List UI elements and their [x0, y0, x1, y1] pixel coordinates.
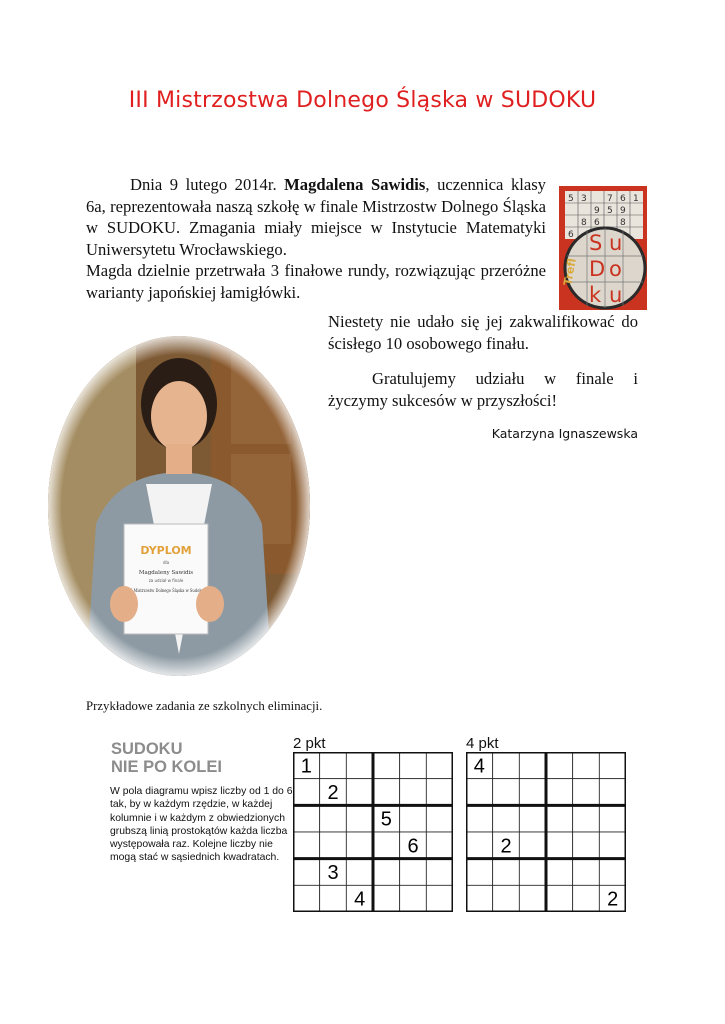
grid-cell[interactable]: [573, 805, 600, 832]
sudoku-logo-image: [559, 186, 647, 310]
logo-digit: 6: [568, 230, 574, 240]
grid-cell[interactable]: [426, 779, 453, 806]
grid-cell[interactable]: [426, 752, 453, 779]
given-digit: 2: [327, 782, 339, 804]
grid-cell[interactable]: [466, 805, 493, 832]
grid-cell[interactable]: [426, 859, 453, 886]
given-digit: 2: [607, 888, 619, 911]
grid-cell[interactable]: [519, 859, 546, 886]
grid-cell[interactable]: [293, 859, 320, 886]
paragraph-2: Magda dzielnie przetrwała 3 finałowe rundy, rozwiązując przeróżne warianty japońskiej łamigłówki.: [86, 261, 546, 302]
logo-letter: u: [609, 283, 623, 307]
logo-digit: 8: [620, 218, 626, 228]
grid-cell[interactable]: [346, 752, 373, 779]
grid-2-points: 4 pkt: [466, 735, 499, 752]
grid-cell[interactable]: [320, 832, 347, 859]
grid-cell[interactable]: [493, 752, 520, 779]
given-digit: 6: [407, 835, 419, 858]
grid-cell[interactable]: [373, 779, 400, 806]
grid-cell[interactable]: [573, 779, 600, 806]
grid-cell[interactable]: [466, 885, 493, 912]
article-intro: [86, 174, 546, 303]
logo-digit: 9: [594, 206, 600, 216]
grid-cell[interactable]: [519, 779, 546, 806]
grid-cell[interactable]: [546, 885, 573, 912]
student-photo-image: [46, 334, 312, 678]
grid-cell[interactable]: [493, 779, 520, 806]
grid-cell[interactable]: [466, 779, 493, 806]
logo-digit: 1: [633, 194, 639, 204]
grid-cell[interactable]: [573, 752, 600, 779]
grid-cell[interactable]: [599, 779, 626, 806]
grid-cell[interactable]: [373, 752, 400, 779]
grid-cell[interactable]: [546, 779, 573, 806]
logo-side-text: Trefl: [561, 257, 579, 287]
student-photo: [46, 334, 312, 678]
given-digit: 4: [354, 888, 366, 911]
logo-letter: D: [589, 257, 606, 281]
logo-digit: 9: [620, 206, 626, 216]
grid-cell[interactable]: [293, 779, 320, 806]
grid-cell[interactable]: [466, 832, 493, 859]
grid-cell[interactable]: [519, 805, 546, 832]
grid-cell[interactable]: [293, 832, 320, 859]
grid-cell[interactable]: [519, 752, 546, 779]
logo-digit: 3: [581, 194, 587, 204]
examples-caption: Przykładowe zadania ze szkolnych eliminacji.: [86, 699, 323, 713]
logo-letter: k: [589, 283, 602, 307]
page-title: III Mistrzostwa Dolnego Śląska w SUDOKU: [128, 88, 597, 113]
grid-cell[interactable]: [546, 832, 573, 859]
grid-cell[interactable]: [346, 805, 373, 832]
grid-cell[interactable]: [599, 832, 626, 859]
grid-cell[interactable]: [426, 832, 453, 859]
grid-cell[interactable]: [599, 752, 626, 779]
grid-cell[interactable]: [320, 752, 347, 779]
given-digit: 3: [327, 862, 339, 884]
grid-cell[interactable]: [346, 832, 373, 859]
grid-cell[interactable]: [320, 805, 347, 832]
grid-cell[interactable]: [400, 859, 427, 886]
logo-digit: 6: [620, 194, 626, 204]
logo-digit: 5: [607, 206, 613, 216]
grid-cell[interactable]: [373, 859, 400, 886]
sudoku-trefl-logo: [559, 186, 647, 310]
grid-cell[interactable]: [493, 859, 520, 886]
given-digit: 1: [300, 755, 312, 778]
paragraph-1-start: Dnia 9 lutego 2014r.: [130, 175, 285, 194]
grid-cell[interactable]: [346, 779, 373, 806]
given-digit: 4: [473, 755, 485, 778]
given-digit: 5: [380, 808, 392, 831]
grid-cell[interactable]: [293, 805, 320, 832]
logo-letter: o: [609, 257, 622, 281]
logo-digit: 8: [581, 218, 587, 228]
grid-cell[interactable]: [546, 805, 573, 832]
author-signature: Katarzyna Ignaszewska: [491, 426, 638, 441]
grid-cell[interactable]: [493, 885, 520, 912]
logo-digit: 6: [594, 218, 600, 228]
puzzle-heading-line-1: SUDOKU: [111, 740, 183, 758]
grid-cell[interactable]: [546, 752, 573, 779]
grid-cell[interactable]: [599, 859, 626, 886]
grid-cell[interactable]: [373, 885, 400, 912]
grid-cell[interactable]: [599, 805, 626, 832]
grid-cell[interactable]: [573, 859, 600, 886]
puzzle-heading-line-2: NIE PO KOLEI: [111, 758, 222, 776]
paragraph-1-rest: , uczennica klasy 6a, reprezentowała naszą szkołę w finale Mistrzostw Dolnego Śląska w SUDOKU. Zmagania miały miejsce w Instytucie Matematyki Uniwersytetu Wrocławskiego.: [86, 175, 546, 259]
sudoku-grid-2: [466, 752, 626, 912]
grid-cell[interactable]: [400, 752, 427, 779]
grid-cell[interactable]: [400, 885, 427, 912]
puzzle-instructions: W pola diagramu wpisz liczby od 1 do 6 tak, by w każdym rzędzie, w każdej kolumnie i w każdym z obwiedzionych grubszą linią prostokątów każda liczba występowała raz. Kolejne liczby nie mogą stać w sąsiednich kwadratach.: [110, 786, 293, 864]
grid-cell[interactable]: [320, 885, 347, 912]
grid-cell[interactable]: [546, 859, 573, 886]
grid-cell[interactable]: [493, 805, 520, 832]
logo-digit: 5: [568, 194, 574, 204]
grid-cell[interactable]: [293, 885, 320, 912]
grid-cell[interactable]: [426, 885, 453, 912]
grid-cell[interactable]: [519, 885, 546, 912]
grid-cell[interactable]: [373, 832, 400, 859]
grid-cell[interactable]: [573, 832, 600, 859]
given-digit: 2: [500, 835, 512, 858]
grid-1-points: 2 pkt: [293, 735, 326, 752]
paragraph-3: Niestety nie udało się jej zakwalifikować do ścisłego 10 osobowego finału.: [328, 312, 638, 353]
paragraph-4: Gratulujemy udziału w finale i życzymy sukcesów w przyszłości!: [328, 369, 638, 410]
logo-digit: 7: [607, 194, 613, 204]
grid-cell[interactable]: [426, 805, 453, 832]
sudoku-grid-1: [293, 752, 453, 912]
logo-letter: u: [609, 231, 623, 255]
logo-letter: S: [589, 231, 603, 255]
grid-cell[interactable]: [573, 885, 600, 912]
grid-cell[interactable]: [519, 832, 546, 859]
paragraph-1: [86, 174, 546, 260]
grid-cell[interactable]: [400, 805, 427, 832]
grid-cell[interactable]: [346, 859, 373, 886]
puzzle-heading: [111, 740, 281, 776]
student-name: Magdalena Sawidis: [284, 175, 426, 194]
grid-cell[interactable]: [400, 779, 427, 806]
article-right-column: [328, 311, 638, 411]
grid-cell[interactable]: [466, 859, 493, 886]
